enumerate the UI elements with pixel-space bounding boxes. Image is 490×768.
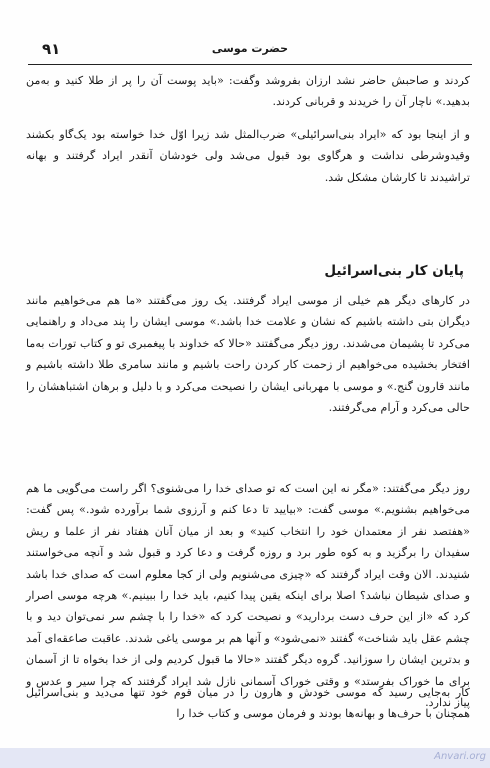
page-number: ۹۱ <box>42 40 61 58</box>
paragraph-5: کار به‌جایی رسید که موسی خودش و هارون را در میان قوم خود تنها می‌دید و بنی‌اسرائیل همچنان با حرف‌ها و بهانه‌ها بودند و فرمان موسی و کتاب خدا را <box>26 686 470 721</box>
paragraph-4: روز دیگر می‌گفتند: «مگر نه این است که تو صدای خدا را می‌شنوی؟ اگر راست می‌گویی ما هم می‌خواهیم بشنویم.» موسی گفت: «بیایید تا دعا کنم و آرزوی شما برآورده شود.» پس گفت: «هفتصد نفر از معتمدان خود را انتخاب کنید» و بعد از میان آنان هفتاد نفر از علما و ریش سفیدان را برگزید و به کوه طور برد و روزه گرفت و دعا کرد و قبول شد و آنچه می‌خواستند شنیدند. الان وقت ایراد گرفتند که «چیزی می‌شنویم ولی از کجا معلوم است که صدای خدا باشد و صدای شیطان نباشد؟ اصلا برای اینکه یقین پیدا کنیم، باید خدا را ببینیم.» هرچه موسی اصرار کرد که «از این حرف دست بردارید» و نصیحت کرد که «خدا را با چشم سر نمی‌توان دید و با چشم عقل باید شناخت» گفتند «نمی‌شود» و آنها هم بر موسی یاغی شدند. عاقبت صاعقه‌ای آمد و بدترین ایشان را سوزانید. گروه دیگر گفتند «حالا ما قبول کردیم ولی از خدا بخواه تا از آسمان برای ما خوراک بفرستد» و وقتی خوراک آسمانی نازل شد ایراد گرفتند که چرا سیر و عدس و پیاز ندارد. <box>26 482 470 710</box>
paragraph-2: و از اینجا بود که «ایراد بنی‌اسرائیلی» ضرب‌المثل شد زیرا اوّل خدا خواسته بود یک‌گاو بکشند وقیدوشرطی نداشت و هرگاوی بود قبول می‌شد ولی خودشان آنقدر ایراد گرفتند و بهانه تراشیدند تا کارشان مشکل شد. <box>26 128 470 184</box>
chapter-title: حضرت موسی <box>211 42 289 55</box>
section-heading: پایان کار بنی‌اسرائیل <box>324 263 464 279</box>
paragraph-1: کردند و صاحبش حاضر نشد ارزان بفروشد وگفت: «باید پوست آن را پر از طلا کنید و به‌من بدهید.» ناچار آن را خریدند و قربانی کردند. <box>26 74 470 109</box>
watermark-text: Anvari.org <box>434 751 486 762</box>
watermark-strip <box>0 748 490 768</box>
page-header <box>28 38 472 65</box>
paragraph-3: در کارهای دیگر هم خیلی از موسی ایراد گرفتند. یک روز می‌گفتند «ما هم می‌خواهیم مانند دیگران بتی داشته باشیم که نشان و علامت خدا باشد.» موسی ایشان را پند می‌داد و راهنمایی می‌کرد تا پشیمان می‌شدند. روز دیگر می‌گفتند «حالا که خداوند با پیغمبری تو و کتاب تورات به‌ما افتخار بخشیده می‌خواهیم از زحمت کار کردن راحت باشیم و مانند سامری طلا داشته باشیم و مانند قارون گنج.» و موسی با مهربانی ایشان را نصیحت می‌کرد و با دلیل و برهان اشتباهشان را حالی می‌کرد و آرام می‌گرفتند. <box>26 294 470 415</box>
